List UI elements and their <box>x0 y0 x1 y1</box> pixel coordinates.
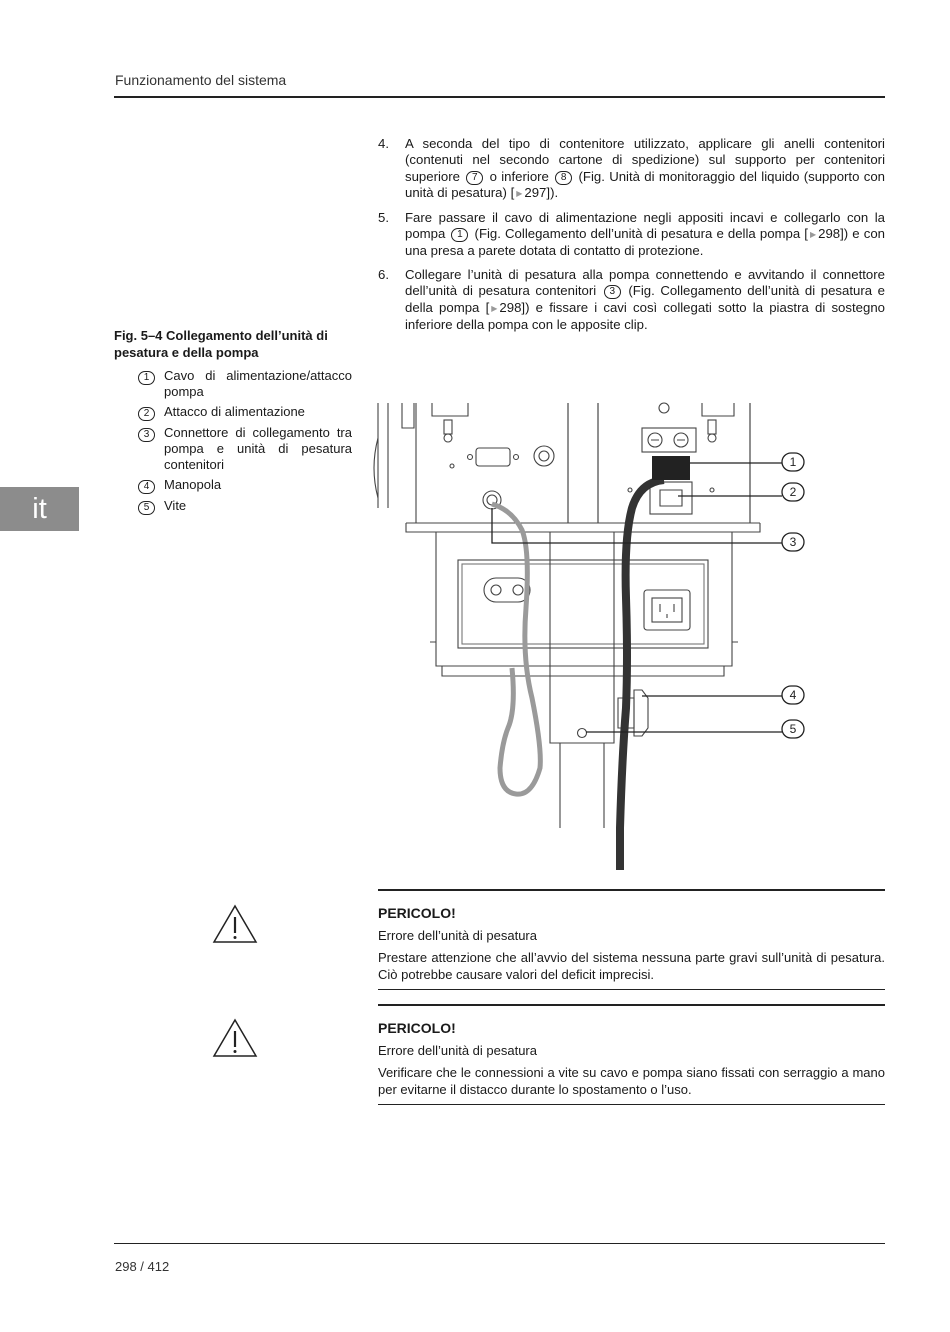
page-reference-arrow-icon: ▶ <box>516 189 523 199</box>
page-reference[interactable]: 297 <box>524 185 547 201</box>
notice-title: PERICOLO! <box>378 905 456 921</box>
page-number: 298 / 412 <box>115 1259 170 1274</box>
footer-divider <box>114 1243 885 1244</box>
legend-text: Vite <box>164 498 187 513</box>
header-divider <box>114 96 885 98</box>
step-text-part: A seconda del tipo di contenitore utilizzato, applicare gli anelli contenitori (contenuti nel secondo cartone di spedizione) sul supporto per contenitori superiore <box>405 136 885 184</box>
legend-text: Connettore di collegamento tra pompa e unità di pesatura contenitori <box>164 425 352 472</box>
legend-item <box>138 498 352 515</box>
page-reference-arrow-icon: ▶ <box>491 303 498 313</box>
legend-text: Cavo di alimentazione/attacco pompa <box>164 368 352 399</box>
step-number: 5. <box>378 209 389 225</box>
legend-number <box>138 498 164 515</box>
figure-link[interactable]: (Fig. Unità di monitoraggio del liquido (supporto con unità di pesatura) [ <box>405 168 885 201</box>
step-number: 4. <box>378 136 389 151</box>
step-text-part: Collegare l’unità di pesatura alla pompa connettendo e avvitando il connettore dell’unità di pesatura contenitori <box>405 266 885 299</box>
legend-number <box>138 425 164 473</box>
notice-body: Prestare attenzione che all’avvio del sistema nessuna parte gravi sull’unità di pesatura. Ciò potrebbe causare valori del deficit imprecisi. <box>378 950 885 982</box>
notice-top-rule <box>378 889 885 891</box>
callout-number: 3 <box>138 428 155 442</box>
callout-number: 4 <box>138 480 155 494</box>
step-text-part: o inferiore <box>489 168 549 184</box>
language-tab: it <box>0 487 79 531</box>
legend-number <box>138 404 164 421</box>
legend-item <box>138 425 352 473</box>
figure-caption: Fig. 5–4 Collegamento dell’unità di pesatura e della pompa <box>114 328 328 360</box>
pump-weighing-unit-illustration <box>372 398 822 883</box>
step-text-part: ]). <box>546 185 559 201</box>
notice-top-rule <box>378 1004 885 1006</box>
step-6 <box>378 267 885 334</box>
notice-subtitle: Errore dell’unità di pesatura <box>378 1042 537 1058</box>
figure-callout-5: 5 <box>789 722 797 736</box>
danger-notice-2 <box>378 1004 885 1105</box>
figure-link[interactable]: (Fig. Collegamento dell’unità di pesatura e della pompa [ <box>474 226 808 242</box>
callout-ref: 7 <box>466 171 483 185</box>
danger-notice-1 <box>378 889 885 990</box>
legend-number <box>138 368 164 400</box>
figure-callout-2: 2 <box>789 485 797 499</box>
step-4 <box>378 136 885 203</box>
step-text <box>405 267 885 334</box>
figure-callout-3: 3 <box>789 535 797 549</box>
legend-text: Attacco di alimentazione <box>164 404 305 419</box>
callout-ref: 3 <box>604 285 621 299</box>
callout-number: 2 <box>138 407 155 421</box>
warning-triangle-icon <box>212 904 258 944</box>
page-reference-arrow-icon: ▶ <box>809 230 817 240</box>
figure-callout-1: 1 <box>789 455 797 469</box>
step-text <box>405 136 885 203</box>
callout-number: 5 <box>138 501 155 515</box>
legend-item <box>138 404 352 421</box>
instruction-steps <box>378 136 885 340</box>
step-text-part: Fare passare il cavo di alimentazione negli appositi incavi e collegarlo con la pompa <box>405 209 885 242</box>
page-reference[interactable]: 298 <box>818 226 841 242</box>
step-5 <box>378 210 885 260</box>
notice-title: PERICOLO! <box>378 1020 456 1036</box>
step-text <box>405 210 885 260</box>
illustration-svg <box>372 398 822 878</box>
figure-legend <box>138 368 352 519</box>
legend-item <box>138 477 352 494</box>
notice-bottom-rule <box>378 989 885 990</box>
legend-number <box>138 477 164 494</box>
notice-subtitle: Errore dell’unità di pesatura <box>378 927 537 943</box>
legend-text: Manopola <box>164 477 222 492</box>
notice-bottom-rule <box>378 1104 885 1105</box>
step-number: 6. <box>378 266 389 282</box>
callout-ref: 1 <box>451 228 468 242</box>
legend-item <box>138 368 352 400</box>
figure-link[interactable]: (Fig. Collegamento dell’unità di pesatura e della pompa [ <box>405 283 885 315</box>
page-reference[interactable]: 298 <box>499 299 522 315</box>
notice-body: Verificare che le connessioni a vite su cavo e pompa siano fissati con serraggio a mano per evitarne il distacco durante lo spostamento o l’uso. <box>378 1065 885 1097</box>
callout-ref: 8 <box>555 171 572 185</box>
callout-number: 1 <box>138 371 155 385</box>
step-text-part: ]) e con una presa a parete dotata di contatto di protezione. <box>405 226 885 259</box>
warning-triangle-icon <box>212 1018 258 1058</box>
step-text-part: ]) e fissare i cavi così collegati sotto la piastra di sostegno inferiore della pompa con le apposite clip. <box>405 299 885 333</box>
running-header: Funzionamento del sistema <box>115 72 287 88</box>
figure-callout-4: 4 <box>789 688 797 702</box>
